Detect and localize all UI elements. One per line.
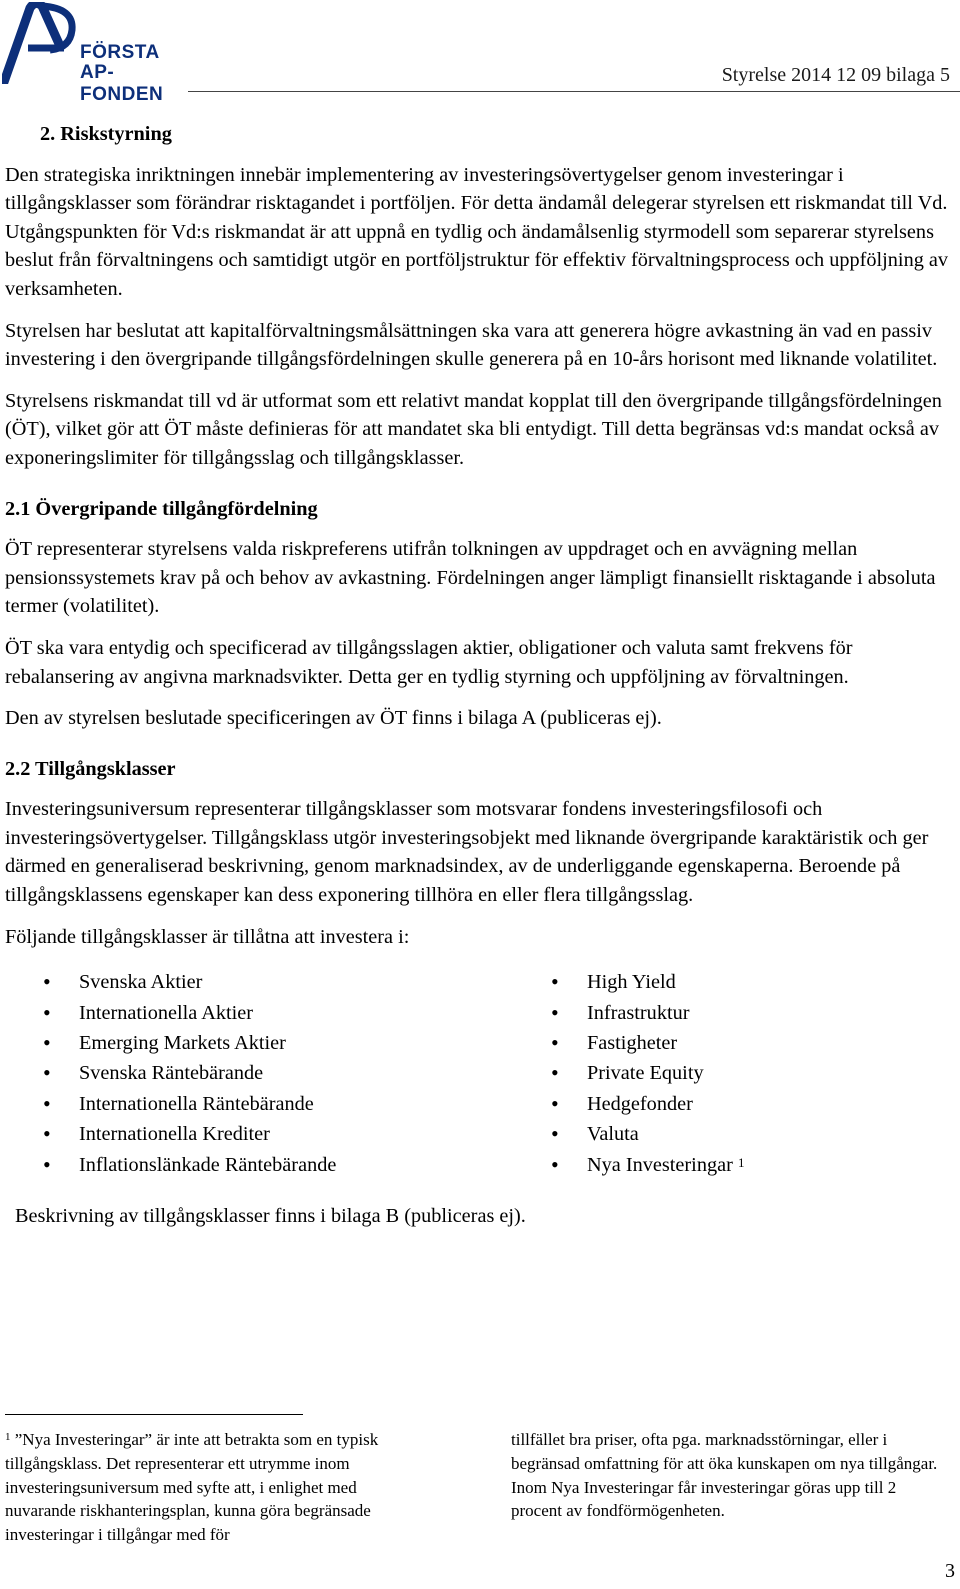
- logo-line-1: FÖRSTA: [80, 42, 160, 63]
- footnote: [5, 1428, 947, 1547]
- list-item: • Emerging Markets Aktier: [5, 1028, 513, 1058]
- list-item: • Svenska Aktier: [5, 967, 513, 997]
- section-heading-riskstyrning: 2. Riskstyrning: [40, 123, 172, 145]
- section-heading-tillgangsklasser: 2.2 Tillgångsklasser: [5, 757, 176, 780]
- list-item: • Hedgefonder: [513, 1089, 744, 1119]
- page-number: 3: [945, 1560, 955, 1582]
- footnote-reference[interactable]: 1: [737, 1154, 745, 1170]
- logo-line-2: AP-FONDEN: [80, 62, 164, 105]
- asset-class-list-right: [513, 967, 744, 1180]
- list-item: • Internationella Krediter: [5, 1119, 513, 1149]
- list-item: • Infrastruktur: [513, 998, 744, 1028]
- footnote-column-1: [5, 1428, 423, 1547]
- paragraph: Den strategiska inriktningen innebär implementering av investeringsövertygelser genom investeringar i tillgångsklasser som förändrar risktagandet i portföljen. För detta ändamål delegerar styrelsen ett riskmandat till Vd. Utgångspunkten för Vd:s riskmandat är att uppnå en tydlig och ändamålsenlig styrmodell som separerar styrelsens beslut från förvaltningens och samtidigt utgör en portföljstruktur för effektiv förvaltningsprocess och uppföljning av verksamheten.: [5, 163, 949, 300]
- asset-class-list-left: [5, 967, 513, 1180]
- list-item: • Valuta: [513, 1119, 744, 1149]
- list-item: • Inflationslänkade Räntebärande: [5, 1150, 513, 1180]
- list-item: • Fastigheter: [513, 1028, 744, 1058]
- list-item: • Svenska Räntebärande: [5, 1058, 513, 1088]
- forsta-ap-fonden-logo: [2, 2, 187, 105]
- asset-class-lists: [5, 967, 957, 1180]
- paragraph: Den av styrelsen beslutade specificeringen av ÖT finns i bilaga A (publiceras ej).: [5, 707, 662, 730]
- paragraph: Investeringsuniversum representerar tillgångsklasser som motsvarar fondens investeringsfilosofi och investeringsövertygelser. Tillgångsklass utgör investeringsobjekt med liknande övergripande karaktäristik och ger därmed en generaliserad beskrivning, genom marknadsindex, av de underliggande egenskaperna. Beroende på tillgångsklassens egenskaper kan dess exponering tillhöra en eller flera tillgångsslag.: [5, 798, 929, 907]
- section-heading-overgripande: 2.1 Övergripande tillgångfördelning: [5, 497, 318, 520]
- paragraph: Beskrivning av tillgångsklasser finns i bilaga B (publiceras ej).: [15, 1205, 526, 1228]
- header-divider: [188, 91, 960, 92]
- ap-logo-mark-icon: [2, 2, 82, 84]
- footnote-marker: 1: [5, 1431, 11, 1443]
- footnote-divider: [5, 1414, 303, 1415]
- list-item: [513, 1150, 744, 1180]
- paragraph: ÖT ska vara entydig och specificerad av tillgångsslagen aktier, obligationer och valuta samt frekvens för rebalansering av angivna marknadsvikter. Detta ger en tydlig styrning och uppföljning av förvaltningen.: [5, 636, 853, 688]
- paragraph: Följande tillgångsklasser är tillåtna att investera i:: [5, 925, 410, 948]
- footnote-column-2: tillfället bra priser, ofta pga. marknadsstörningar, eller i begränsad omfattning för att öka kunskapen om nya tillgångar. Inom Nya Investeringar får investeringar göras upp till 2 procent av fondförmögenheten.: [511, 1430, 938, 1521]
- paragraph: Styrelsen har beslutat att kapitalförvaltningsmålsättningen ska vara att generera högre avkastning än vad en passiv investering i den övergripande tillgångsfördelningen skulle generera på en 10-års horisont med liknande volatilitet.: [5, 319, 938, 371]
- list-item: • High Yield: [513, 967, 744, 997]
- paragraph: Styrelsens riskmandat till vd är utformat som ett relativt mandat kopplat till den övergripande tillgångsfördelningen (ÖT), vilket gör att ÖT måste definieras för att mandatet ska bli entydigt. Till detta begränsas vd:s mandat också av exponeringslimiter för tillgångsslag och tillgångsklasser.: [5, 389, 942, 469]
- document-reference: Styrelse 2014 12 09 bilaga 5: [721, 64, 950, 86]
- list-item: • Internationella Aktier: [5, 998, 513, 1028]
- paragraph: ÖT representerar styrelsens valda riskpreferens utifrån tolkningen av uppdraget och en avvägning mellan pensionssystemets krav på och behov av avkastning. Fördelningen anger lämpligt finansiellt risktagande i absoluta termer (volatilitet).: [5, 538, 936, 618]
- document-body: [5, 120, 957, 1231]
- list-item: • Private Equity: [513, 1058, 744, 1088]
- list-item: • Internationella Räntebärande: [5, 1089, 513, 1119]
- footnote-text: ”Nya Investeringar” är inte att betrakta som en typisk tillgångsklass. Det representerar ett utrymme inom investeringsuniversum med syfte att, i enlighet med nuvarande riskhanteringsplan, kunna göra begränsade investeringar i tillgångar med för: [5, 1430, 379, 1545]
- list-item-label: Nya Investeringar: [587, 1153, 733, 1176]
